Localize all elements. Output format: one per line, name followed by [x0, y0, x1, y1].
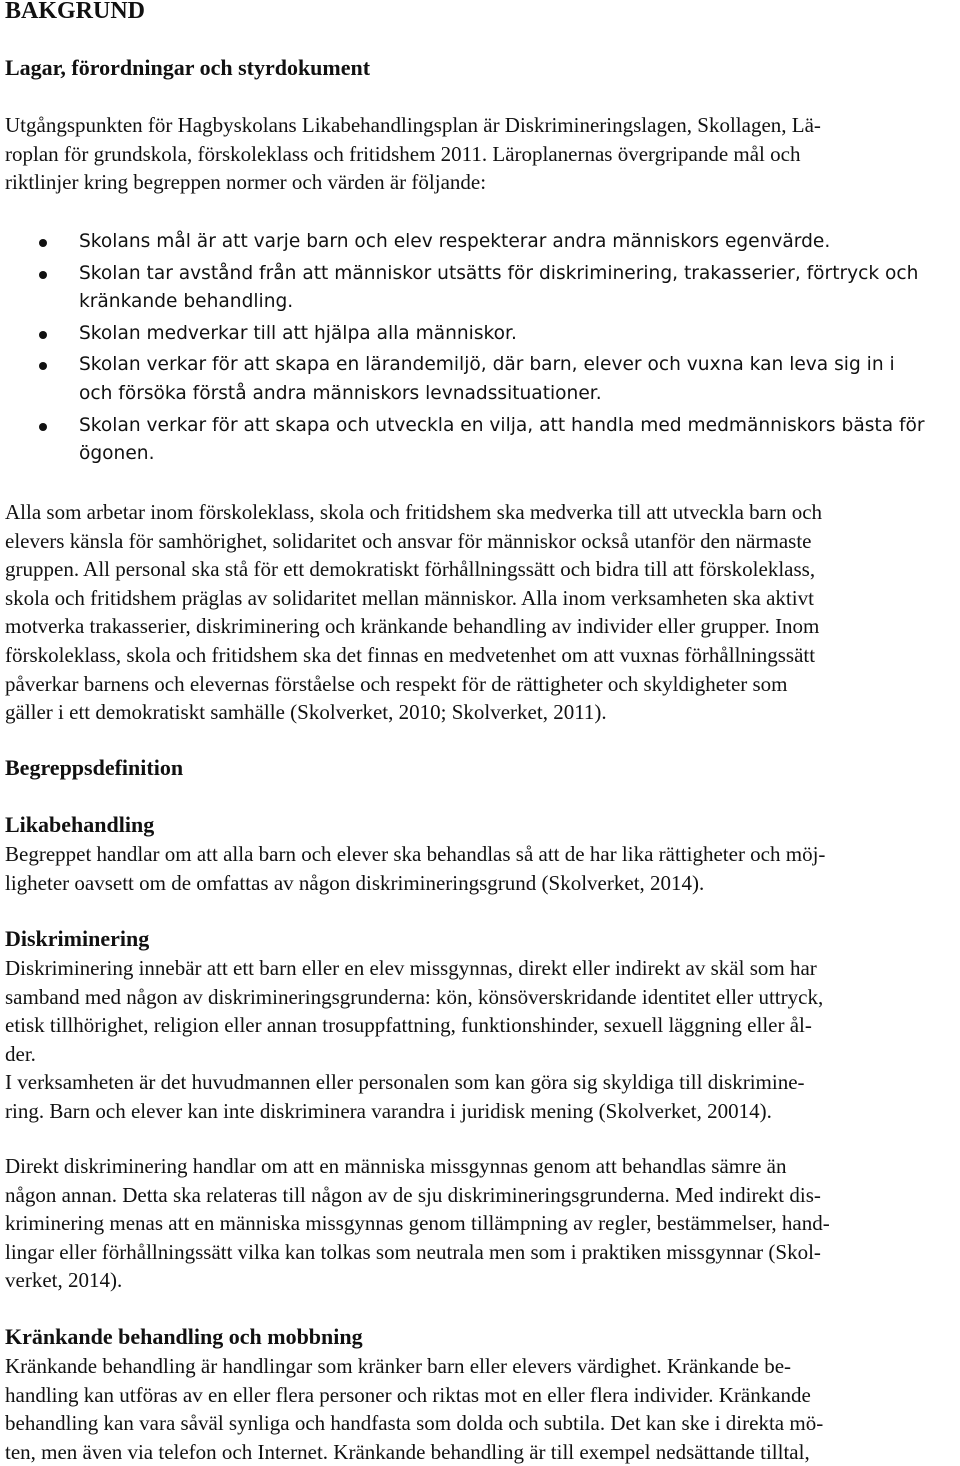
bullet-icon — [39, 362, 47, 370]
list-item — [5, 320, 955, 349]
text-line: I verksamheten är det huvudmannen eller personalen som kan göra sig skyldiga till diskrimine- — [5, 1070, 805, 1095]
laws-body-paragraph — [5, 498, 955, 727]
text-line: motverka trakasserier, diskriminering och kränkande behandling av individer eller grupper. Inom — [5, 614, 820, 639]
direct-discrimination-paragraph — [5, 1152, 955, 1295]
values-bullet-list — [5, 228, 955, 469]
text-line: samband med någon av diskrimineringsgrunderna: kön, könsöverskridande identitet eller uttryck, — [5, 984, 824, 1009]
text-line: behandling kan vara såväl synliga och handfasta som dolda och subtila. Det kan ske i direkta mö- — [5, 1411, 824, 1436]
text-line: kränkande behandling. — [79, 291, 294, 313]
list-item — [5, 351, 955, 408]
text-line: roplan för grundskola, förskoleklass och fritidshem 2011. Läroplanernas övergripande mål och — [5, 141, 801, 166]
text-line: elevers känsla för samhörighet, solidaritet och ansvar för människor också utanför den närmaste — [5, 528, 812, 553]
text-line: ögonen. — [79, 443, 155, 465]
text-line: ligheter oavsett om de omfattas av någon diskrimineringsgrund (Skolverket, 2014). — [5, 870, 705, 895]
text-line: ring. Barn och elever kan inte diskriminera varandra i juridisk mening (Skolverket, 20014). — [5, 1098, 772, 1123]
laws-intro-paragraph — [5, 111, 955, 197]
text-line: Skolan tar avstånd från att människor utsätts för diskriminering, trakasserier, förtryck och — [79, 262, 919, 284]
bullet-icon — [39, 271, 47, 279]
text-line: handling kan utföras av en eller flera personer och riktas mot en eller flera individer. Kränkande — [5, 1382, 811, 1407]
subheading-likabehandling: Likabehandling — [5, 812, 155, 837]
text-line: Skolan verkar för att skapa och utveckla en vilja, att handla med medmänniskors bästa för — [79, 414, 925, 436]
text-line: verket, 2014). — [5, 1268, 123, 1293]
text-line: påverkar barnens och elevernas förståelse och respekt för de rättigheter och skyldigheter som — [5, 671, 788, 696]
section-heading-laws: Lagar, förordningar och styrdokument — [5, 55, 371, 80]
document-title: BAKGRUND — [5, 0, 146, 24]
text-line: Direkt diskriminering handlar om att en människa missgynnas genom att behandlas sämre än — [5, 1154, 787, 1178]
text-line: ten, men även via telefon och Internet. Kränkande behandling är till exempel nedsättande tilltal, — [5, 1439, 810, 1464]
text-line: Utgångspunkten för Hagbyskolans Likabehandlingsplan är Diskrimineringslagen, Skollagen, Lä- — [5, 113, 821, 137]
diskriminering-paragraph — [5, 954, 955, 1126]
text-line: der. — [5, 1041, 36, 1066]
subheading-diskriminering: Diskriminering — [5, 926, 150, 951]
text-line: Alla som arbetar inom förskoleklass, skola och fritidshem ska medverka till att utveckla barn och — [5, 500, 823, 524]
text-line: och försöka förstå andra människors levnadssituationer. — [79, 382, 602, 404]
krankande-paragraph — [5, 1352, 955, 1466]
text-line: etisk tillhörighet, religion eller annan trosuppfattning, funktionshinder, sexuell läggning eller ål- — [5, 1013, 812, 1038]
text-line: riktlinjer kring begreppen normer och värden är följande: — [5, 170, 487, 195]
text-line: gruppen. All personal ska stå för ett demokratiskt förhållningssätt och bidra till att förskoleklass, — [5, 557, 816, 582]
bullet-icon — [39, 423, 47, 431]
text-line: någon annan. Detta ska relateras till någon av de sju diskrimineringsgrunderna. Med indirekt dis- — [5, 1182, 821, 1207]
text-line: Kränkande behandling är handlingar som kränker barn eller elevers värdighet. Kränkande be- — [5, 1354, 792, 1378]
text-line: Diskriminering innebär att ett barn eller en elev missgynnas, direkt eller indirekt av skäl som har — [5, 956, 817, 980]
list-item — [5, 260, 955, 317]
text-line: Begreppet handlar om att alla barn och elever ska behandlas så att de har lika rättigheter och möj- — [5, 842, 826, 866]
text-line: Skolan medverkar till att hjälpa alla människor. — [79, 322, 517, 344]
text-line: kriminering menas att en människa missgynnas genom tillämpning av regler, bestämmelser, hand- — [5, 1211, 830, 1236]
text-line: gäller i ett demokratiskt samhälle (Skolverket, 2010; Skolverket, 2011). — [5, 700, 607, 725]
list-item — [5, 228, 955, 257]
bullet-icon — [39, 239, 47, 247]
text-line: skola och fritidshem präglas av solidaritet mellan människor. Alla inom verksamheten ska aktivt — [5, 585, 814, 610]
text-line: Skolans mål är att varje barn och elev respekterar andra människors egenvärde. — [79, 231, 831, 252]
text-line: förskoleklass, skola och fritidshem ska det finnas en medvetenhet om att vuxnas förhållningssätt — [5, 642, 816, 667]
likabehandling-paragraph — [5, 840, 955, 897]
list-item — [5, 412, 955, 469]
section-heading-definitions: Begreppsdefinition — [5, 755, 184, 780]
text-line: Skolan verkar för att skapa en lärandemiljö, där barn, elever och vuxna kan leva sig in i — [79, 354, 895, 376]
bullet-icon — [39, 331, 47, 339]
text-line: lingar eller förhållningssätt vilka kan tolkas som neutrala men som i praktiken missgynnar (Skol- — [5, 1239, 821, 1264]
subheading-krankande: Kränkande behandling och mobbning — [5, 1324, 363, 1349]
